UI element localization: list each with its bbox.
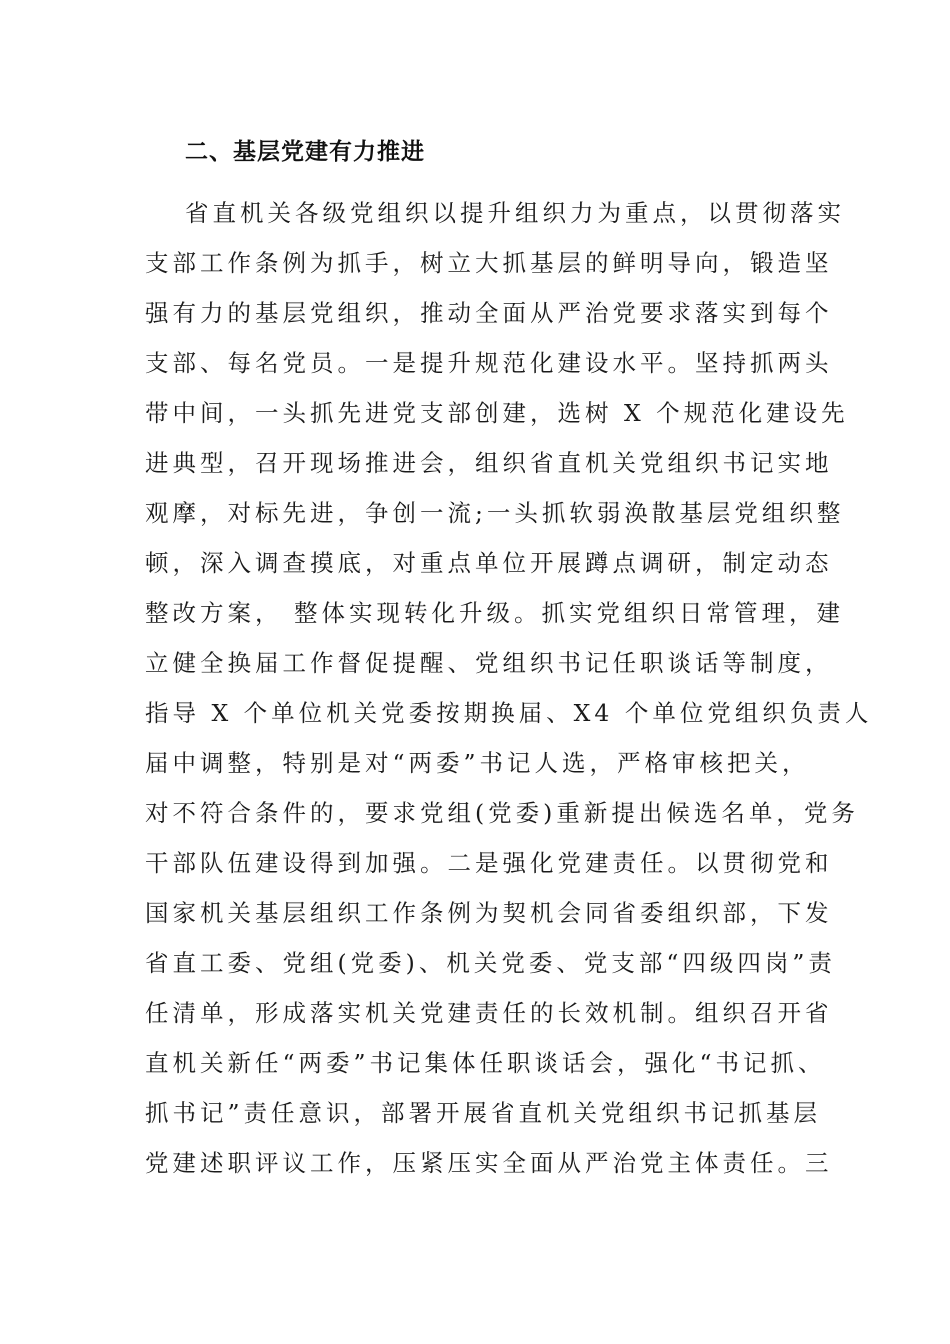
paragraph-line: 观摩，对标先进，争创一流;一头抓软弱涣散基层党组织整: [145, 499, 845, 527]
paragraph-line: 立健全换届工作督促提醒、党组织书记任职谈话等制度，: [145, 649, 833, 677]
paragraph-line: 支部、每名党员。一是提升规范化建设水平。坚持抓两头: [145, 349, 833, 377]
paragraph-line: 强有力的基层党组织，推动全面从严治党要求落实到每个: [145, 299, 833, 327]
paragraph-line: 国家机关基层组织工作条例为契机会同省委组织部，下发: [145, 899, 833, 927]
paragraph-line: 支部工作条例为抓手，树立大抓基层的鲜明导向，锻造坚: [145, 249, 833, 277]
paragraph-line: 省直工委、党组(党委)、机关党委、党支部“四级四岗”责: [145, 949, 836, 977]
paragraph-line: 任清单，形成落实机关党建责任的长效机制。组织召开省: [145, 999, 833, 1027]
paragraph-line: 届中调整，特别是对“两委”书记人选，严格审核把关，: [145, 749, 810, 777]
paragraph-line: 干部队伍建设得到加强。二是强化党建责任。以贯彻党和: [145, 849, 833, 877]
paragraph-line: 对不符合条件的，要求党组(党委)重新提出候选名单，党务: [145, 799, 859, 827]
body-paragraph: [145, 188, 873, 1188]
paragraph-line: 进典型，召开现场推进会，组织省直机关党组织书记实地: [145, 449, 833, 477]
paragraph-line: 顿，深入调查摸底，对重点单位开展蹲点调研，制定动态: [145, 549, 833, 577]
paragraph-line: 省直机关各级党组织以提升组织力为重点，以贯彻落实: [185, 199, 845, 227]
paragraph-line: 带中间，一头抓先进党支部创建，选树 X 个规范化建设先: [145, 399, 849, 427]
paragraph-line: 党建述职评议工作，压紧压实全面从严治党主体责任。三: [145, 1149, 833, 1177]
section-heading: 二、基层党建有力推进: [185, 139, 425, 165]
paragraph-line: 抓书记”责任意识，部署开展省直机关党组织书记抓基层: [145, 1099, 822, 1127]
paragraph-line: 指导 X 个单位机关党委按期换届、X4 个单位党组织负责人: [145, 699, 873, 727]
paragraph-line: 直机关新任“两委”书记集体任职谈话会，强化“书记抓、: [145, 1049, 826, 1077]
paragraph-line: 整改方案， 整体实现转化升级。抓实党组织日常管理，建: [145, 599, 844, 627]
